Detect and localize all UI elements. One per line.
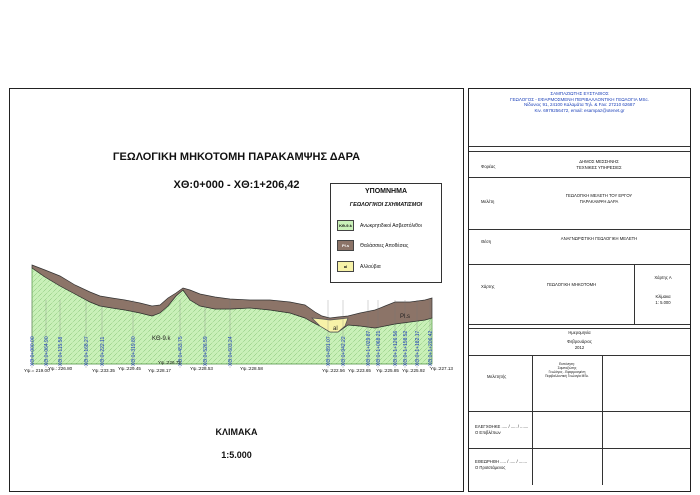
station-label: ΧΘ:0+319.80 — [131, 336, 137, 366]
title-block — [468, 88, 691, 492]
legend-title: ΥΠΟΜΝΗΜΑ — [365, 188, 407, 195]
scale-title: ΚΛΙΜΑΚΑ — [215, 427, 258, 437]
elevation-label: Υψ.:227.13 — [430, 366, 453, 371]
profile-title: ΓΕΩΛΟΓΙΚΗ ΜΗΚΟΤΟΜΗ ΠΑΡΑΚΑΜΨΗΣ ΔΑΡΑ — [112, 151, 361, 163]
field-study: ΓΕΩΛΟΓΙΚΗ ΜΕΛΕΤΗ ΤΟΥ ΕΡΓΟΥ ΠΑΡΑΚΑΜΨΗ ΔΑΡΑ — [565, 193, 633, 204]
elevation-label: Υψ.= 219.00 — [24, 368, 50, 373]
scale-number: 1: 5.000 — [655, 300, 671, 305]
field-label-location: Θέση — [481, 239, 492, 244]
station-label: ΧΘ:0+064.90 — [44, 336, 50, 366]
author-credits: Εκπόνηση: Σαμπαζιώτης Γεωλόγος - Εφαρμοσμένη Περιβαλλοντική Γεωλογία MSc. — [545, 362, 589, 378]
legend-item — [337, 240, 408, 251]
legend-item — [337, 220, 422, 231]
station-label: ΧΘ:0+526.59 — [203, 336, 209, 366]
legend-subtitle: ΓΕΩΛΟΓΙΚΟΙ ΣΧΗΜΑΤΙΣΜΟΙ — [349, 202, 423, 208]
approved-role: Ο Προϊστάμενος — [475, 465, 506, 470]
date-year: 2012 — [574, 345, 585, 350]
elevation-label: Υψ.:228.53 — [190, 366, 213, 371]
scale-label: Κλίμακα — [655, 294, 671, 299]
station-label: ΧΘ:0+1+206.42 — [428, 330, 434, 366]
elevation-label: Υψ.:223.65 — [348, 368, 371, 373]
legend-swatch-alluvium: al — [337, 261, 354, 272]
station-label: ΧΘ:0+891.07 — [326, 336, 332, 366]
elevation-label: Υψ.:233.35 — [92, 368, 115, 373]
field-label-map: Χάρτης — [481, 284, 495, 289]
station-label: ΧΘ:0+222.11 — [100, 336, 106, 366]
elevation-label: Υψ.:228.17 — [148, 368, 171, 373]
date-label: Ημερομηνία — [568, 330, 591, 335]
formation-label-marine: Pl.s — [400, 314, 411, 320]
station-label: ΧΘ:0+453.75 — [178, 336, 184, 366]
field-agency: ΔΗΜΟΣ ΜΕΣΣΗΝΗΣ ΤΕΧΝΙΚΕΣ ΥΠΗΡΕΣΙΕΣ — [576, 159, 622, 170]
map-code: Χάρτης Α — [654, 275, 672, 280]
station-label: ΧΘ:0+1+158.52 — [403, 330, 409, 366]
formation-label-alluvium: al — [333, 326, 338, 332]
field-location: ΑΝΑΓΝΩΡΙΣΤΙΚΗ ΓΕΩΛΟΓΙΚΗ ΜΕΛΕΤΗ — [560, 236, 638, 241]
legend-box — [330, 183, 442, 283]
formation-label-limestone: ΚΘ-9.k — [152, 336, 171, 342]
station-label: ΧΘ:0+1+126.56 — [393, 330, 399, 366]
elevation-label: Υψ.: 226.80 — [48, 366, 73, 371]
station-label: ΧΘ:0+1+029.87 — [366, 330, 372, 366]
legend-label: Θαλάσσιες Αποθέσεις — [360, 242, 409, 249]
legend-label: Αλλούβια — [360, 263, 381, 270]
station-label: ΧΘ:0+000.00 — [30, 336, 36, 366]
legend-swatch-marine: Pl.s — [337, 240, 354, 251]
checked-line: ΕΛΕΓΧΘΗΚΕ ..... / ..... / ....... — [475, 424, 529, 429]
legend-label: Ανωκρητιδικοί Ασβεστόλιθοι — [360, 222, 422, 229]
checked-role: Ο Επιβλέπων — [475, 430, 501, 435]
station-label: ΧΘ:0+1+182.17 — [415, 330, 421, 366]
station-label: ΧΘ:0+603.24 — [228, 336, 234, 366]
date-month: Φεβρουάριος — [567, 339, 592, 344]
field-map: ΓΕΩΛΟΓΙΚΗ ΜΗΚΟΤΟΜΗ — [546, 282, 597, 287]
elevation-label: Υψ.:225.92 — [402, 368, 425, 373]
elevation-label: Υψ.:229.45 — [118, 366, 141, 371]
chainage-range: ΧΘ:0+000 - ΧΘ:1+206,42 — [173, 179, 300, 191]
elevation-label: Υψ.:225.85 — [376, 368, 399, 373]
field-label-study: Μελέτη — [481, 199, 495, 204]
elevation-label: Υψ.:228.58 — [240, 366, 263, 371]
elevation-label: Υψ.:222.56 — [322, 368, 345, 373]
approved-line: ΕΘΕΩΡΗΘΗ ..... / ..... / ....... — [475, 459, 527, 464]
legend-swatch-limestone: ΚΘ-9.k — [337, 220, 354, 231]
author-label: Μελετητής — [487, 374, 507, 379]
elevation-label: Υψ.:226.72 — [158, 360, 181, 365]
author-header: ΣΑΜΠΑΖΙΩΤΗΣ ΕΥΣΤΑΘΙΟΣ ΓΕΩΛΟΓΟΣ - ΕΦΑΡΜΟΣΜΕΝΗ ΠΕΡΙΒΑΛΛΟΝΤΙΚΗ ΓΕΩΛΟΓΙΑ MSc. Νίδονιος 91, 24100 Καλαμάτα Τηλ. & Fax: 27210 62687 Κιν. 6979256472, email: esampaz@otenet.gr — [510, 91, 649, 113]
station-label: ΧΘ:0+115.58 — [58, 336, 64, 366]
station-label: ΧΘ:0+168.27 — [84, 336, 90, 366]
field-label-agency: Φορέας — [481, 164, 496, 169]
station-label: ΧΘ:0+1+068.21 — [376, 330, 382, 366]
station-label: ΧΘ:0+942.22 — [341, 336, 347, 366]
legend-item — [337, 261, 381, 272]
scale-value: 1:5.000 — [221, 450, 252, 460]
